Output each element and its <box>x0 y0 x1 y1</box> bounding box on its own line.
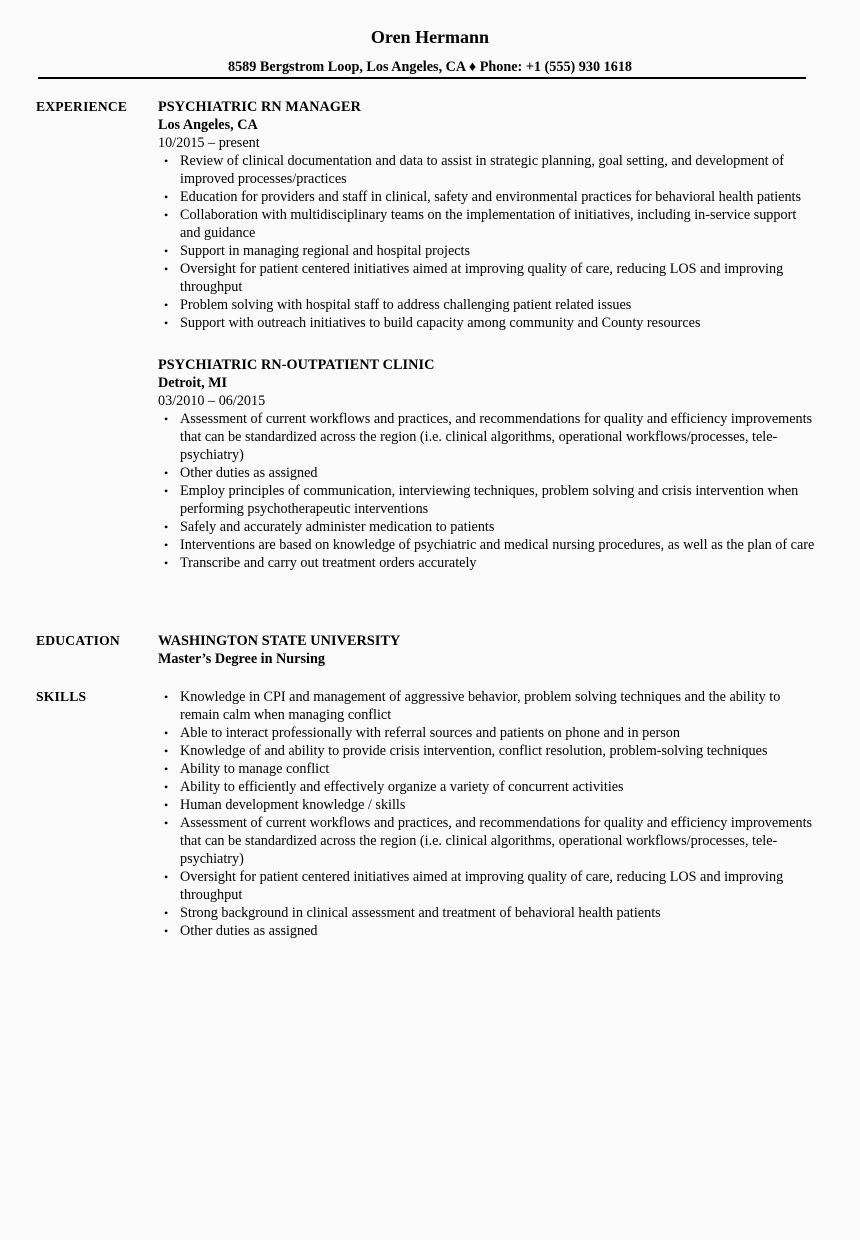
bullet-item: • Support with outreach initiatives to build capacity among community and County resources <box>158 314 818 332</box>
bullet-item: • Education for providers and staff in clinical, safety and environmental practices for behavioral health patients <box>158 188 818 206</box>
job-entry <box>158 98 818 332</box>
header-divider <box>38 77 806 79</box>
job-location: Detroit, MI <box>158 375 228 391</box>
bullet-item: • Transcribe and carry out treatment orders accurately <box>158 554 818 572</box>
skill-item: • Oversight for patient centered initiatives aimed at improving quality of care, reducing LOS and improving throughput <box>158 868 818 904</box>
school-name: WASHINGTON STATE UNIVERSITY <box>158 633 401 649</box>
job-bullets <box>158 152 818 332</box>
skill-item: • Knowledge in CPI and management of aggressive behavior, problem solving techniques and the ability to remain calm when managing conflict <box>158 688 818 724</box>
experience-label: EXPERIENCE <box>36 99 128 114</box>
job-entry <box>158 356 818 572</box>
bullet-item: • Review of clinical documentation and data to assist in strategic planning, goal setting, and development of improved processes/practices <box>158 152 818 188</box>
education-label: EDUCATION <box>36 633 120 648</box>
job-title: PSYCHIATRIC RN-OUTPATIENT CLINIC <box>158 357 435 373</box>
job-dates: 10/2015 – present <box>158 135 260 151</box>
contact-line: 8589 Bergstrom Loop, Los Angeles, CA ♦ Phone: +1 (555) 930 1618 <box>227 59 633 75</box>
job-dates: 03/2010 – 06/2015 <box>158 393 266 409</box>
bullet-item: • Collaboration with multidisciplinary teams on the implementation of initiatives, including in-service support and guidance <box>158 206 818 242</box>
skill-item: • Other duties as assigned <box>158 922 818 940</box>
skill-item: • Strong background in clinical assessment and treatment of behavioral health patients <box>158 904 818 922</box>
bullet-item: • Oversight for patient centered initiatives aimed at improving quality of care, reducing LOS and improving throughput <box>158 260 818 296</box>
skills-list <box>158 688 818 940</box>
skill-item: • Assessment of current workflows and practices, and recommendations for quality and efficiency improvements that can be standardized across the region (i.e. clinical algorithms, operational workflows/processes, tele-psychiatry) <box>158 814 818 868</box>
experience-content <box>158 98 818 572</box>
job-title: PSYCHIATRIC RN MANAGER <box>158 99 361 115</box>
job-bullets <box>158 410 818 572</box>
bullet-item: • Other duties as assigned <box>158 464 818 482</box>
bullet-item: • Employ principles of communication, interviewing techniques, problem solving and crisis intervention when performing psychotherapeutic interventions <box>158 482 818 518</box>
bullet-item: • Safely and accurately administer medication to patients <box>158 518 818 536</box>
skill-item: • Human development knowledge / skills <box>158 796 818 814</box>
skill-item: • Knowledge of and ability to provide crisis intervention, conflict resolution, problem-solving techniques <box>158 742 818 760</box>
bullet-item: • Problem solving with hospital staff to address challenging patient related issues <box>158 296 818 314</box>
bullet-item: • Interventions are based on knowledge of psychiatric and medical nursing procedures, as well as the plan of care <box>158 536 818 554</box>
job-location: Los Angeles, CA <box>158 117 258 133</box>
skill-item: • Able to interact professionally with referral sources and patients on phone and in person <box>158 724 818 742</box>
skill-item: • Ability to manage conflict <box>158 760 818 778</box>
education-content <box>158 632 818 668</box>
bullet-item: • Assessment of current workflows and practices, and recommendations for quality and efficiency improvements that can be standardized across the region (i.e. clinical algorithms, operational workflows/processes, tele-psychiatry) <box>158 410 818 464</box>
skill-item: • Ability to efficiently and effectively organize a variety of concurrent activities <box>158 778 818 796</box>
degree: Master’s Degree in Nursing <box>158 651 325 667</box>
skills-content <box>158 688 818 940</box>
skills-label: SKILLS <box>36 689 87 704</box>
bullet-item: • Support in managing regional and hospital projects <box>158 242 818 260</box>
candidate-name: Oren Hermann <box>370 27 490 47</box>
